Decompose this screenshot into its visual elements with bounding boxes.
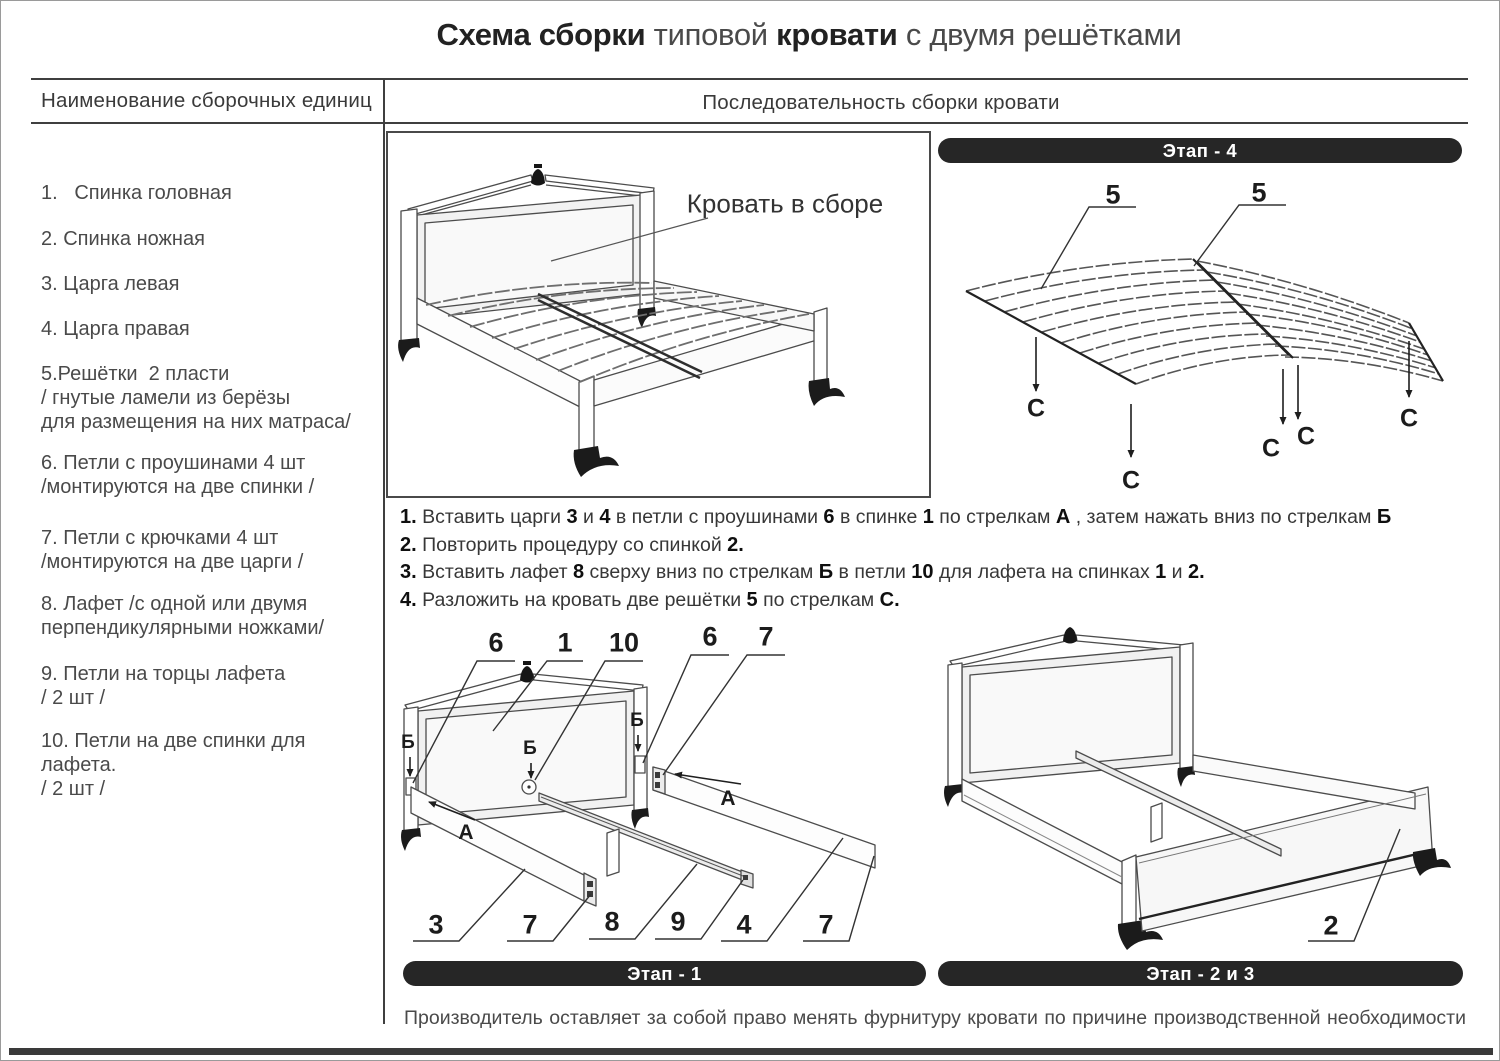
arrow-b-label-1: Б xyxy=(401,732,415,753)
arrow-b-label-3: Б xyxy=(630,710,644,731)
part-item-7: 7. Петли с крючками 4 шт /монтируются на две царги / xyxy=(41,527,304,573)
stage-23-badge xyxy=(938,961,1463,986)
part-item-1: 1. Спинка головная xyxy=(41,182,232,204)
callout-6-right: 6 xyxy=(702,621,718,652)
assembled-bed-label: Кровать в сборе xyxy=(686,188,884,219)
stage-4-diagram xyxy=(941,169,1471,506)
callout-1: 1 xyxy=(557,627,573,658)
part-item-3: 3. Царга левая xyxy=(41,273,180,295)
callout-4: 4 xyxy=(736,909,752,940)
arrow-c-label-2: С xyxy=(1121,466,1141,495)
arrow-c-label-4: С xyxy=(1296,422,1316,451)
footer-note: Производитель оставляет за собой право менять фурнитуру кровати по причине производственной необходимости xyxy=(404,1007,1466,1029)
arrow-c-label-3: С xyxy=(1261,434,1281,463)
instruction-step-3: 3. Вставить лафет 8 сверху вниз по стрелкам Б в петли 10 для лафета на спинках 1 и 2. xyxy=(400,561,1205,583)
part-item-8: 8. Лафет /с одной или двумя перпендикулярными ножками/ xyxy=(41,593,325,639)
part-item-10: 10. Петли на две спинки для лафета. / 2 шт / xyxy=(41,730,312,800)
frame-assembled-drawing xyxy=(936,623,1466,961)
callout-7-top: 7 xyxy=(758,621,774,652)
arrow-c-label-5: С xyxy=(1399,404,1419,433)
callout-2: 2 xyxy=(1323,910,1339,941)
part-item-5: 5.Решётки 2 пласти / гнутые ламели из берёзы для размещения на них матраса/ xyxy=(41,363,351,433)
part-item-9: 9. Петли на торцы лафета / 2 шт / xyxy=(41,663,286,709)
instruction-step-2: 2. Повторить процедуру со спинкой 2. xyxy=(400,533,744,556)
callout-5-left: 5 xyxy=(1105,179,1121,210)
exploded-headboard-drawing xyxy=(391,623,931,961)
stage-23-diagram xyxy=(936,623,1466,961)
arrow-b-label-2: Б xyxy=(523,738,537,759)
divider-top xyxy=(31,78,1468,80)
callout-7-mid: 7 xyxy=(522,909,538,940)
callout-8: 8 xyxy=(604,906,620,937)
page-title: Схема сборки типовой кровати с двумя решётками xyxy=(436,17,1182,52)
divider-header xyxy=(31,122,1468,124)
arrow-a-label-2: А xyxy=(720,787,736,810)
bottom-bar xyxy=(9,1048,1493,1055)
stage-23-badge-label: Этап - 2 и 3 xyxy=(1146,963,1255,984)
assembled-bed-drawing xyxy=(388,133,929,496)
instruction-step-1: 1. Вставить царги 3 и 4 в петли с проушинами 6 в спинке 1 по стрелкам А , затем нажать вниз по стрелкам Б xyxy=(400,506,1392,528)
callout-3: 3 xyxy=(428,909,444,940)
instruction-step-4: 4. Разложить на кровать две решётки 5 по стрелкам С. xyxy=(400,588,900,611)
assembly-instructions xyxy=(400,504,1475,614)
stage-4-badge xyxy=(938,138,1462,163)
assembled-bed-diagram xyxy=(386,131,931,498)
part-item-2: 2. Спинка ножная xyxy=(41,228,205,250)
stage-1-diagram xyxy=(391,623,931,961)
callout-10: 10 xyxy=(608,627,640,658)
stage-1-badge-label: Этап - 1 xyxy=(627,963,702,984)
part-item-4: 4. Царга правая xyxy=(41,318,190,340)
stage-4-badge-label: Этап - 4 xyxy=(1162,140,1238,161)
right-column-header: Последовательность сборки кровати xyxy=(702,91,1060,114)
lattices-drawing xyxy=(941,169,1471,506)
arrow-a-label-1: А xyxy=(458,821,474,844)
callout-7-bottom: 7 xyxy=(818,909,834,940)
left-column-header: Наименование сборочных единиц xyxy=(41,89,372,112)
stage-1-badge xyxy=(403,961,926,986)
callout-9: 9 xyxy=(670,906,686,937)
callout-5-right: 5 xyxy=(1251,177,1267,208)
callout-6-left: 6 xyxy=(488,627,504,658)
column-divider xyxy=(383,78,385,1024)
arrow-c-label-1: С xyxy=(1026,394,1046,423)
part-item-6: 6. Петли с проушинами 4 шт /монтируются на две спинки / xyxy=(41,452,315,498)
